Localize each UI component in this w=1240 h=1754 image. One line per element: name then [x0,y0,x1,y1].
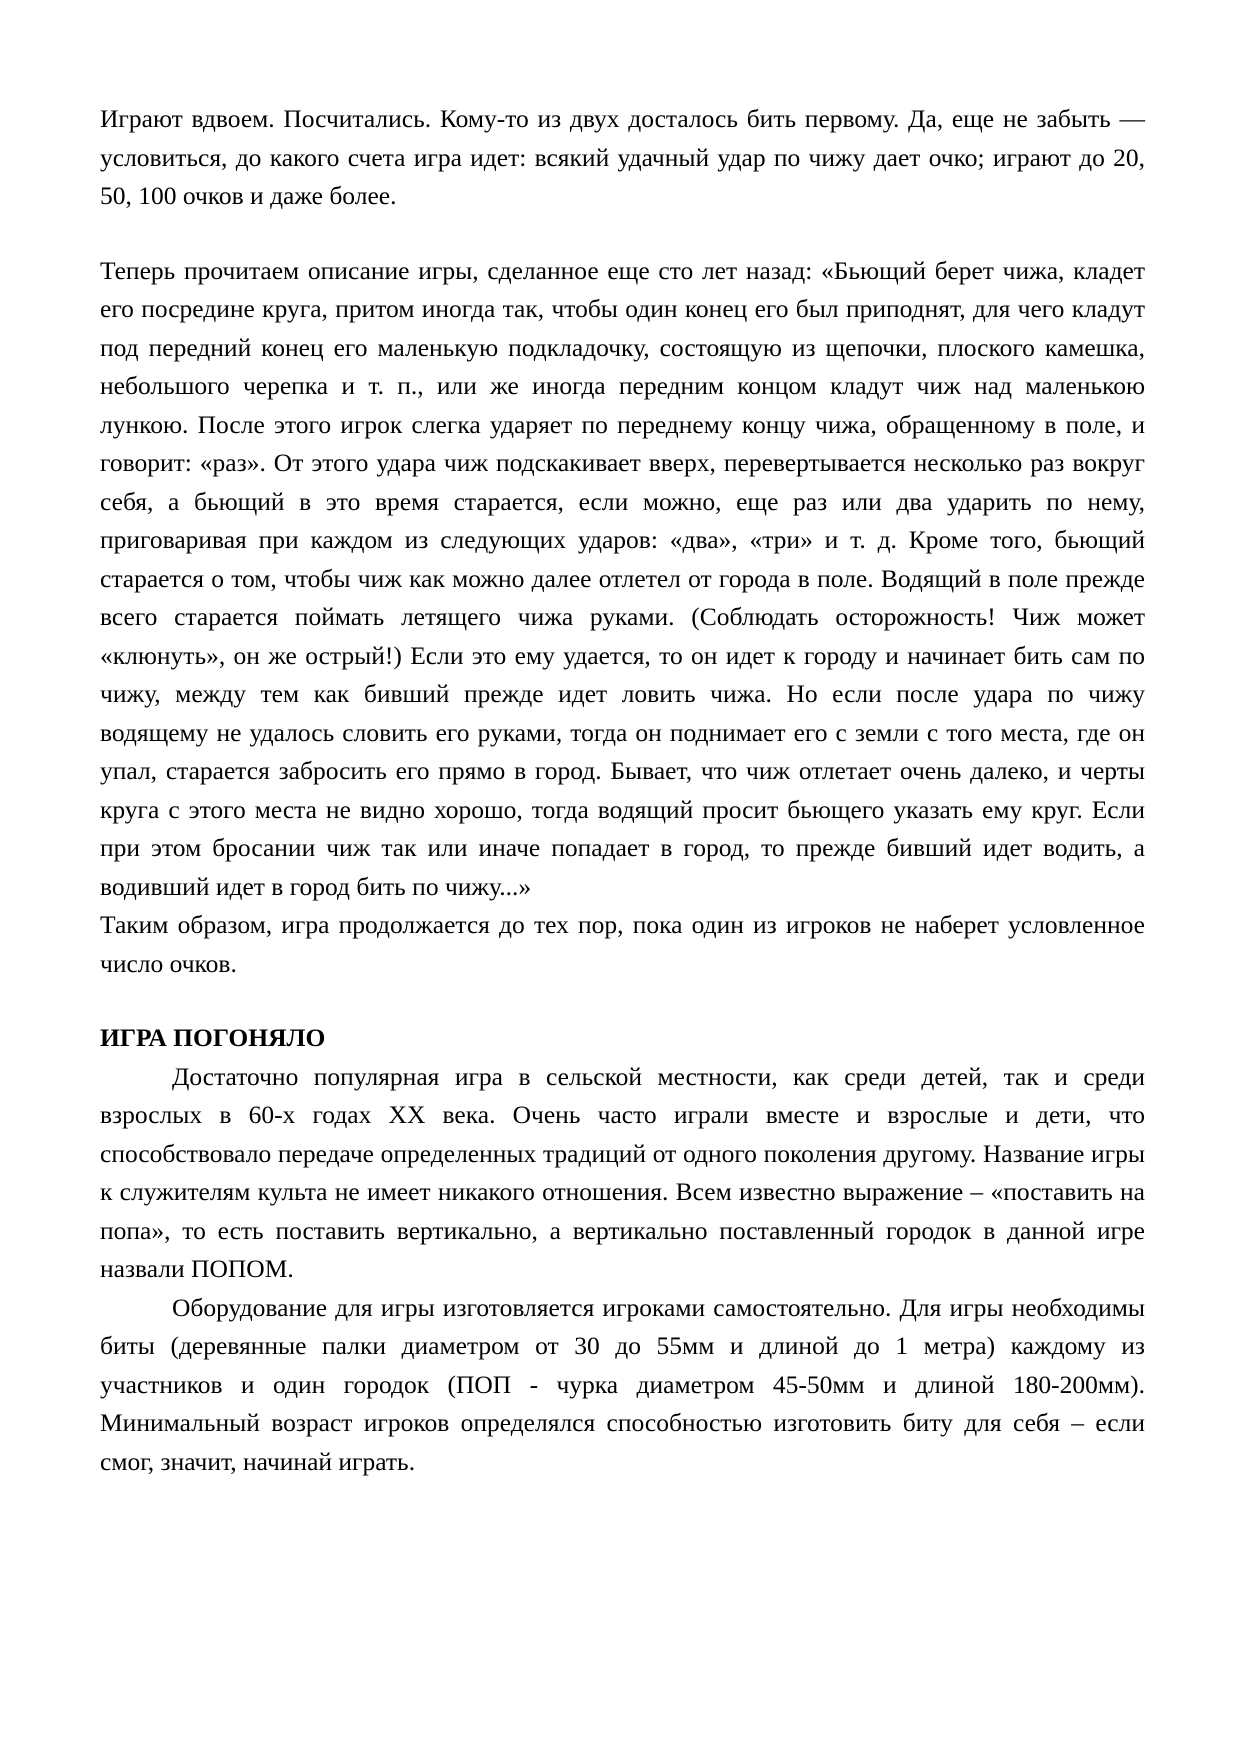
section-heading-igra-pogonyalo: ИГРА ПОГОНЯЛО [100,1023,326,1052]
paragraph-pogonyalo-popularity: Достаточно популярная игра в сельской местности, как среди детей, так и среди взрослых в 60-х годах XX века. Очень часто играли вместе и взрослые и дети, что способствовало передаче определенных традиций от одного поколения другому. Название игры к служителям культа не имеет никакого отношения. Всем известно выражение – «поставить на попа», то есть поставить вертикально, а вертикально поставленный городок в данной игре назвали ПОПОМ. [100,1061,1145,1283]
paragraph-intro-scoring: Играют вдвоем. Посчитались. Кому-то из двух досталось бить первому. Да, еще не забыть — условиться, до какого счета игра идет: всякий удачный удар по чижу дает очко; играют до 20, 50, 100 очков и даже более. [100,104,1145,210]
paragraph-historic-description-quote: Теперь прочитаем описание игры, сделанное еще сто лет назад: «Бьющий берет чижа, кладет его посредине круга, притом иногда так, чтобы один конец его был приподнят, для чего кладут под передний конец его маленькую подкладочку, состоящую из щепочки, плоского камешка, небольшого черепка и т. п., или же иногда передним концом кладут чиж над маленькою лункою. После этого игрок слегка ударяет по переднему концу чижа, обращенному в поле, и говорит: «раз». От этого удара чиж подскакивает вверх, перевертывается несколько раз вокруг себя, а бьющий в это время старается, если можно, еще раз или два ударить по нему, приговаривая при каждом из следующих ударов: «два», «три» и т. д. Кроме того, бьющий старается о том, чтобы чиж как можно далее отлетел от города в поле. Водящий в поле прежде всего старается поймать летящего чижа руками. (Соблюдать осторожность! Чиж может «клюнуть», он же острый!) Если это ему удается, то он идет к городу и начинает бить сам по чижу, между тем как бивший прежде идет ловить чижа. Но если после удара по чижу водящему не удалось словить его руками, тогда он поднимает его с земли с того места, где он упал, старается забросить его прямо в город. Бывает, что чиж отлетает очень далеко, и черты круга с этого места не видно хорошо, тогда водящий просит бьющего указать ему круг. Если при этом бросании чиж так или иначе попадает в город, то прежде бивший идет водить, а водивший идет в город бить по чижу...» [100,255,1145,901]
paragraph-game-conclusion: Таким образом, игра продолжается до тех пор, пока один из игроков не наберет условленное число очков. [100,910,1145,978]
paragraph-pogonyalo-equipment: Оборудование для игры изготовляется игроками самостоятельно. Для игры необходимы биты (деревянные палки диаметром от 30 до 55мм и длиной до 1 метра) каждому из участников и один городок (ПОП - чурка диаметром 45-50мм и длиной 180-200мм). Минимальный возраст игроков определялся способностью изготовить биту для себя – если смог, значит, начинай играть. [100,1292,1145,1476]
